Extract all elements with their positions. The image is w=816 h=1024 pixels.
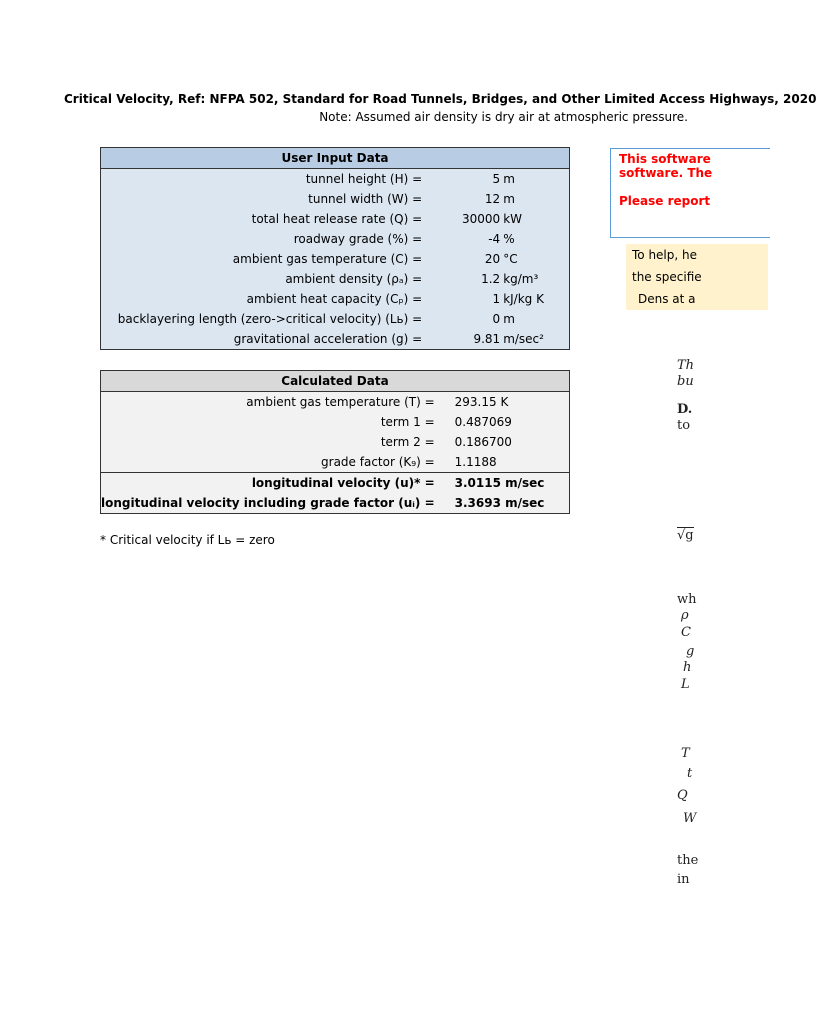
result-row-velocity-grade — [101, 493, 570, 514]
input-unit: °C — [503, 252, 518, 266]
calc-row — [101, 412, 570, 432]
input-unit: m/sec² — [503, 332, 544, 346]
input-unit: m — [503, 192, 515, 206]
input-cell[interactable] — [422, 269, 569, 289]
equation-fragment: in — [677, 872, 690, 887]
input-cell[interactable] — [422, 209, 569, 229]
input-value[interactable]: 12 — [484, 192, 501, 206]
input-label: ambient gas temperature (C) = — [232, 252, 423, 266]
input-unit: kW — [503, 212, 523, 226]
input-row — [101, 169, 570, 190]
input-unit: kg/m³ — [503, 272, 539, 286]
density-note: Note: Assumed air density is dry air at atmospheric pressure. — [319, 110, 688, 124]
input-label: tunnel height (H) = — [305, 172, 423, 186]
footnote: * Critical velocity if Lь = zero — [100, 533, 275, 547]
user-input-table — [100, 147, 570, 350]
calc-row — [101, 432, 570, 452]
help-note: Dens at a — [626, 288, 768, 310]
input-row — [101, 209, 570, 229]
calc-row — [101, 452, 570, 473]
software-warning-box — [610, 148, 770, 238]
input-row — [101, 229, 570, 249]
input-label: total heat release rate (Q) = — [251, 212, 423, 226]
input-unit: kJ/kg K — [503, 292, 544, 306]
equation-fragment: ρ — [681, 608, 689, 623]
input-row — [101, 309, 570, 329]
input-cell[interactable] — [422, 249, 569, 269]
input-label: roadway grade (%) = — [293, 232, 423, 246]
input-value[interactable]: -4 — [488, 232, 501, 246]
calculated-data-table — [100, 370, 570, 514]
input-label: tunnel width (W) = — [308, 192, 423, 206]
calc-value[interactable]: 1.1188 — [454, 455, 497, 469]
result-value[interactable]: 3.3693 m/sec — [454, 496, 545, 510]
input-value[interactable]: 1.2 — [481, 272, 501, 286]
equation-fragment: Q — [677, 788, 688, 803]
calc-value[interactable]: 0.487069 — [454, 415, 512, 429]
input-row — [101, 249, 570, 269]
input-value[interactable]: 30000 — [462, 212, 501, 226]
calculated-data-header: Calculated Data — [101, 371, 570, 392]
warning-text: This software — [619, 152, 711, 166]
calc-row — [101, 392, 570, 413]
input-cell[interactable] — [422, 329, 569, 350]
calc-label: ambient gas temperature (T) = — [246, 395, 435, 409]
equation-fragment: √g — [677, 528, 694, 543]
equation-fragment: bu — [677, 374, 694, 389]
equation-fragment: C — [681, 625, 691, 640]
input-cell[interactable] — [422, 169, 569, 190]
equation-fragment: W — [683, 811, 697, 826]
help-note: To help, he — [626, 244, 768, 266]
equation-fragment: g — [686, 644, 695, 659]
equation-fragment: L — [681, 677, 690, 692]
result-label: longitudinal velocity including grade factor (uᵢ) = — [101, 496, 435, 510]
input-value[interactable]: 5 — [492, 172, 501, 186]
equation-fragment: wh — [677, 592, 697, 607]
input-row — [101, 189, 570, 209]
equation-fragment: the — [677, 853, 699, 868]
input-unit: % — [503, 232, 515, 246]
input-cell[interactable] — [422, 229, 569, 249]
calc-label: term 1 = — [380, 415, 435, 429]
input-value[interactable]: 9.81 — [473, 332, 501, 346]
equation-fragment: T — [681, 746, 690, 761]
input-label: ambient density (ρₐ) = — [285, 272, 423, 286]
input-unit: m — [503, 172, 515, 186]
input-label: gravitational acceleration (g) = — [233, 332, 423, 346]
equation-fragment: Th — [677, 358, 695, 373]
equation-fragment: h — [683, 660, 692, 675]
input-row — [101, 289, 570, 309]
equation-fragment: t — [687, 766, 693, 781]
warning-text: software. The — [619, 166, 713, 180]
result-label: longitudinal velocity (u)* = — [101, 473, 435, 494]
input-cell[interactable] — [422, 189, 569, 209]
input-value[interactable]: 1 — [492, 292, 501, 306]
user-input-header: User Input Data — [101, 148, 570, 169]
warning-text: Please report — [619, 194, 711, 208]
equation-fragment: D. — [677, 402, 693, 417]
input-row — [101, 269, 570, 289]
help-note: the specifie — [626, 266, 768, 288]
input-value[interactable]: 0 — [492, 312, 501, 326]
equation-fragment: to — [677, 418, 691, 433]
calc-label: grade factor (K₉) = — [321, 455, 435, 469]
calc-label: term 2 = — [380, 435, 435, 449]
input-label: backlayering length (zero->critical velocity) (Lь) = — [117, 312, 423, 326]
input-cell[interactable] — [422, 309, 569, 329]
input-label: ambient heat capacity (Cₚ) = — [246, 292, 423, 306]
input-value[interactable]: 20 — [484, 252, 501, 266]
input-cell[interactable] — [422, 289, 569, 309]
result-value[interactable]: 3.0115 m/sec — [435, 473, 570, 494]
input-row — [101, 329, 570, 350]
calc-value[interactable]: 0.186700 — [454, 435, 512, 449]
result-row-velocity — [101, 473, 570, 494]
calc-value[interactable]: 293.15 K — [454, 395, 509, 409]
page-title: Critical Velocity, Ref: NFPA 502, Standard for Road Tunnels, Bridges, and Other Limited Access Highways, 2020 — [64, 92, 816, 106]
input-unit: m — [503, 312, 515, 326]
